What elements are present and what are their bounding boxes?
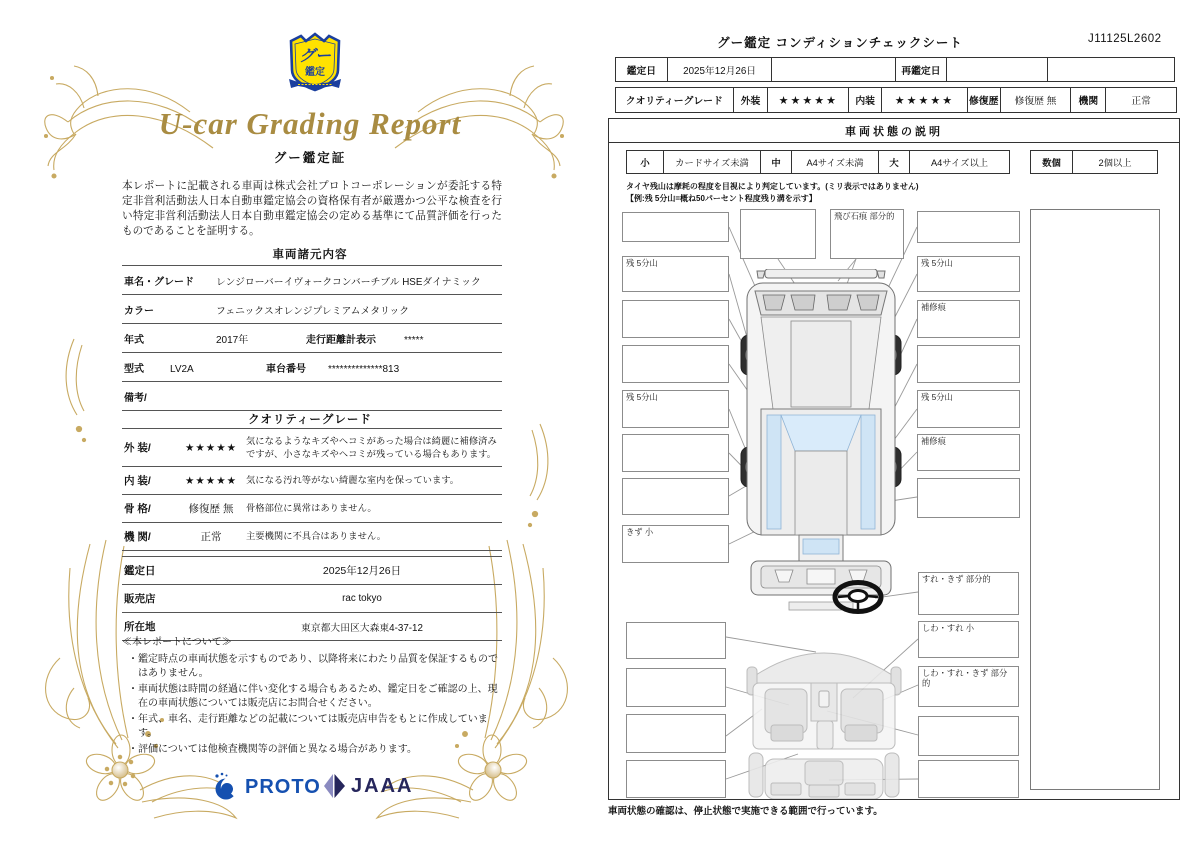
grade-table (122, 428, 502, 551)
date-table (615, 57, 1175, 82)
date-empty-cell (772, 58, 896, 81)
goo-kantei-badge (286, 30, 344, 96)
count-val: 2個以上 (1098, 158, 1132, 168)
meta-date-label: 鑑定日 (124, 565, 156, 577)
size-s-key: 小 (627, 151, 664, 173)
size-s-val: カードサイズ未満 (664, 151, 761, 173)
grade-exterior-stars: ★★★★★ (184, 441, 238, 454)
callout-box (622, 434, 729, 472)
about-item: ・車両状態は時間の経過に伴い変化する場合もあるため、鑑定日をご確認の上、現在の車両状態については販売店にお問合せください。 (128, 684, 498, 709)
repair-value: 修復歴 無 (1001, 88, 1072, 112)
sheet-footnote: 車両状態の確認は、停止状態で実施できる範囲で行っています。 (608, 806, 883, 817)
spec-odo-value: ***** (404, 335, 424, 346)
condition-header: 車両状態の説明 (609, 119, 1179, 143)
callout-box-repair-mark: 補修痕 (917, 300, 1020, 338)
spec-row-name (122, 265, 502, 294)
spec-row-note (122, 381, 502, 410)
proto-logo-text: PROTO (245, 775, 321, 798)
callout-box (626, 760, 726, 798)
spec-model-label: 型式 (124, 364, 144, 375)
callout-box-tire-fl: 残 5分山 (622, 256, 729, 292)
spec-color-label: カラー (124, 306, 154, 317)
grade-interior-label: 内 装/ (124, 475, 151, 488)
badge-text-bottom: 鑑定 (305, 67, 325, 78)
callout-box-steering: すれ・きず 部分的 (918, 572, 1019, 615)
spec-name-value: レンジローバーイヴォークコンバーチブル HSEダイナミック (216, 277, 481, 288)
grade-row-interior (122, 466, 502, 494)
date-label: 鑑定日 (616, 58, 668, 81)
callout-box-scratch: きず 小 (622, 525, 729, 563)
badge-text-top: グー (298, 48, 332, 65)
report-title: U-car Grading Report (158, 106, 462, 141)
engine-value: 正常 (1131, 96, 1151, 107)
redate-label: 再鑑定日 (896, 58, 947, 81)
callout-box (917, 478, 1020, 518)
proto-logo (213, 772, 321, 802)
grade-frame-desc: 骨格部位に異常はありません。 (246, 503, 377, 514)
count-legend-table (1030, 150, 1158, 174)
jaaa-logo (322, 772, 413, 800)
callout-box (622, 478, 729, 515)
meta-dealer-value: rac tokyo (342, 593, 382, 604)
callout-box (626, 622, 726, 659)
size-l-val: A4サイズ以上 (930, 158, 989, 168)
size-legend-table (626, 150, 1010, 174)
meta-row-date (122, 556, 502, 584)
repair-label: 修復歴 (968, 88, 1001, 112)
callout-box (622, 345, 729, 383)
jaaa-logo-text: JAAA (351, 774, 414, 797)
spec-row-model (122, 352, 502, 381)
spec-table (122, 265, 502, 411)
grade-engine-value: 正常 (200, 531, 222, 544)
ornament-side-left (58, 335, 92, 450)
document-number: J11125L2602 (1088, 33, 1162, 45)
spec-color-value: フェニックスオレンジプレミアムメタリック (216, 306, 409, 317)
intro-paragraph: 本レポートに記載される車両は株式会社プロトコーポレーションが委託する特定非営利活動法人日本自動車鑑定協会の資格保有者が厳選かつ公平な検査を行い特定非営利活動法人日本自動車鑑定協会の定める基準にて品質評価を行ったものであることを証明する。 (122, 181, 502, 238)
spec-year-label: 年式 (124, 335, 144, 346)
tire-note-2: 【例:残 5分山=概ね50パーセント程度残り溝を示す】 (626, 194, 817, 203)
callout-box (918, 760, 1019, 798)
exterior-label: 外装 (734, 88, 769, 112)
callout-box (740, 209, 816, 259)
grade-exterior-label: 外 装/ (124, 442, 151, 455)
spec-name-label: 車名・グレード (124, 277, 194, 288)
spec-vin-label: 車台番号 (266, 364, 306, 375)
about-item: ・評価については他検査機関等の評価と異なる場合があります。 (128, 744, 417, 755)
meta-row-dealer (122, 584, 502, 612)
meta-address-value: 東京都大田区大森東4-37-12 (301, 622, 423, 634)
grade-frame-value: 修復歴 無 (188, 503, 234, 516)
callout-box (918, 716, 1019, 756)
about-item: ・鑑定時点の車両状態を示すものであり、以降将来にわたり品質を保証するものではありません。 (128, 654, 498, 679)
callout-box-tire-rl: 残 5分山 (622, 390, 729, 428)
grade-section-header: クオリティーグレード (248, 414, 372, 426)
callout-box-repair-mark: 補修痕 (917, 434, 1020, 471)
callout-box-seat-wear-scratch: しわ・すれ・きず 部分的 (918, 666, 1019, 707)
callout-box (917, 345, 1020, 383)
callout-box (622, 212, 729, 242)
car-interior-diagram (745, 637, 903, 799)
jaaa-logo-icon (322, 772, 347, 800)
grade-summary-table (615, 87, 1177, 113)
meta-table (122, 556, 502, 641)
condition-check-sheet-page (600, 0, 1200, 848)
grade-row-exterior (122, 428, 502, 466)
count-key: 数個 (1031, 151, 1073, 173)
callout-box-seat-wear: しわ・すれ 小 (918, 621, 1019, 658)
grade-frame-label: 骨 格/ (124, 503, 151, 516)
callout-box (626, 714, 726, 753)
spec-note-label: 備考/ (124, 393, 147, 404)
meta-address-label: 所在地 (124, 621, 156, 633)
meta-dealer-label: 販売店 (124, 593, 156, 605)
proto-logo-icon (213, 772, 241, 802)
callout-box (626, 668, 726, 707)
steering-wheel-icon (831, 579, 885, 615)
date-empty-cell-2 (1048, 58, 1174, 81)
car-top-view-diagram (739, 269, 903, 614)
grade-row-frame (122, 494, 502, 522)
callout-box-tire-rr: 残 5分山 (917, 390, 1020, 428)
spec-row-year (122, 323, 502, 352)
spec-year-value: 2017年 (216, 335, 249, 346)
size-m-val: A4サイズ未満 (792, 151, 879, 173)
cert-title: グー鑑定証 (273, 151, 347, 165)
meta-date-value: 2025年12月26日 (322, 565, 402, 577)
spec-row-color (122, 294, 502, 323)
about-header: ≪本レポートについて≫ (122, 637, 232, 648)
exterior-stars: ★★★★★ (768, 88, 849, 112)
tire-note-1: タイヤ残山は摩耗の程度を目視により判定しています。(ミリ表示ではありません) (626, 182, 919, 191)
spec-vin-value: **************813 (328, 364, 400, 375)
ornament-side-right (522, 420, 556, 535)
grade-engine-label: 機 関/ (124, 531, 151, 544)
interior-stars: ★★★★★ (882, 88, 968, 112)
grade-interior-desc: 気になる汚れ等がない綺麗な室内を保っています。 (246, 475, 460, 486)
remarks-box (1030, 209, 1160, 790)
callout-box (917, 211, 1020, 243)
callout-box-stone-chip: 飛び石痕 部分的 (830, 209, 904, 259)
callout-box-tire-fr: 残 5分山 (917, 256, 1020, 292)
grade-engine-desc: 主要機関に不具合はありません。 (246, 531, 387, 542)
redate-value (947, 58, 1049, 81)
interior-label: 内装 (849, 88, 882, 112)
grade-exterior-desc: 気になるようなキズやヘコミがあった場合は綺麗に補修済みですが、小さなキズやヘコミが残っている場合もあります。 (246, 436, 497, 459)
sheet-title: グー鑑定 コンディションチェックシート (717, 36, 963, 50)
spec-odo-label: 走行距離計表示 (306, 335, 376, 346)
grade-interior-stars: ★★★★★ (184, 474, 238, 487)
about-section (122, 636, 504, 759)
spec-model-value: LV2A (170, 364, 194, 375)
grade-row-engine (122, 522, 502, 550)
condition-box (608, 118, 1180, 800)
engine-label: 機関 (1071, 88, 1106, 112)
date-value: 2025年12月26日 (668, 58, 773, 81)
spec-section-header: 車両諸元内容 (272, 249, 348, 261)
about-item: ・年式、車名、走行距離などの記載については販売店申告をもとに作成しています。 (128, 714, 488, 739)
size-m-key: 中 (761, 151, 792, 173)
quality-grade-label: クオリティーグレード (616, 88, 734, 112)
callout-box (622, 300, 729, 338)
size-l-key: 大 (879, 151, 910, 173)
